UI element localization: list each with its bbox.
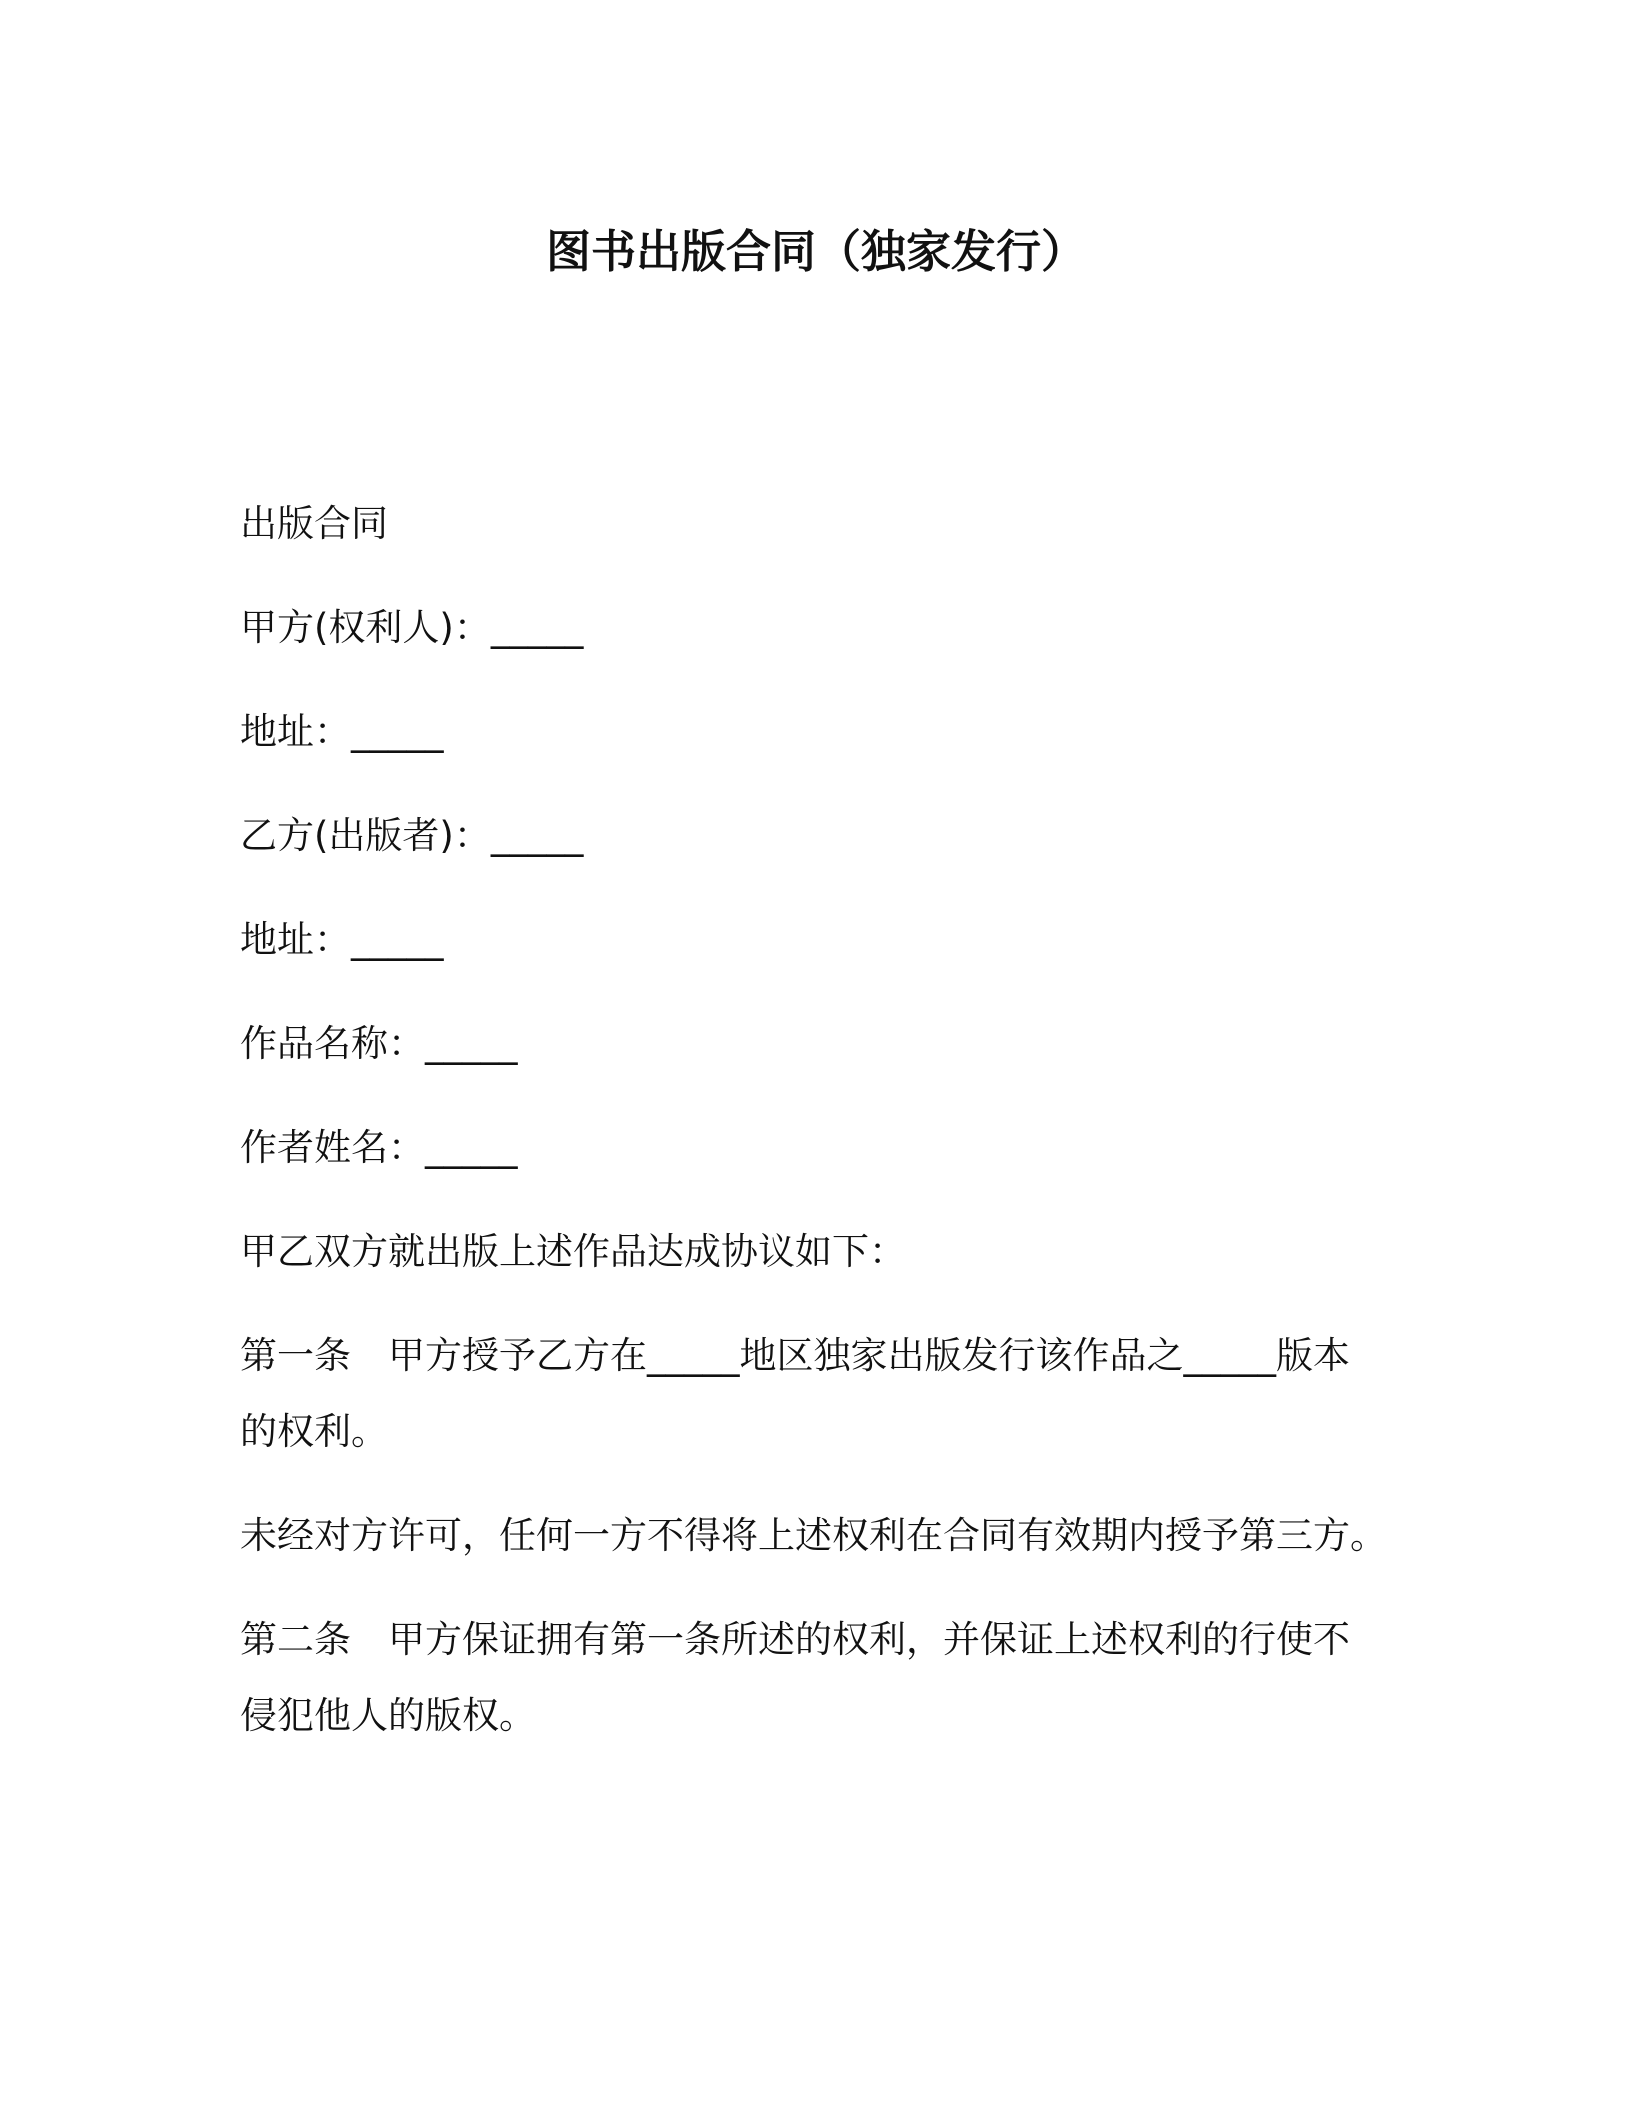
party-b-line: 乙方(出版者)：_____ (240, 814, 584, 857)
party-a-line: 甲方(权利人)：_____ (240, 606, 584, 649)
article-2-line-2: 侵犯他人的版权。 (240, 1694, 536, 1737)
article-1-line-2: 的权利。 (240, 1410, 388, 1453)
article-1-note-line: 未经对方许可，任何一方不得将上述权利在合同有效期内授予第三方。 (240, 1514, 1387, 1557)
work-title-line: 作品名称：_____ (240, 1022, 518, 1065)
author-name-line: 作者姓名：_____ (240, 1126, 518, 1169)
party-b-address-line: 地址：_____ (240, 918, 444, 961)
party-a-address-line: 地址：_____ (240, 710, 444, 753)
section-heading: 出版合同 (240, 502, 388, 545)
article-1-line-1: 第一条 甲方授予乙方在_____地区独家出版发行该作品之_____版本 (240, 1334, 1350, 1377)
document-title: 图书出版合同（独家发行） (545, 225, 1086, 278)
agreement-intro-line: 甲乙双方就出版上述作品达成协议如下： (240, 1230, 906, 1273)
article-2-line-1: 第二条 甲方保证拥有第一条所述的权利，并保证上述权利的行使不 (240, 1618, 1350, 1661)
